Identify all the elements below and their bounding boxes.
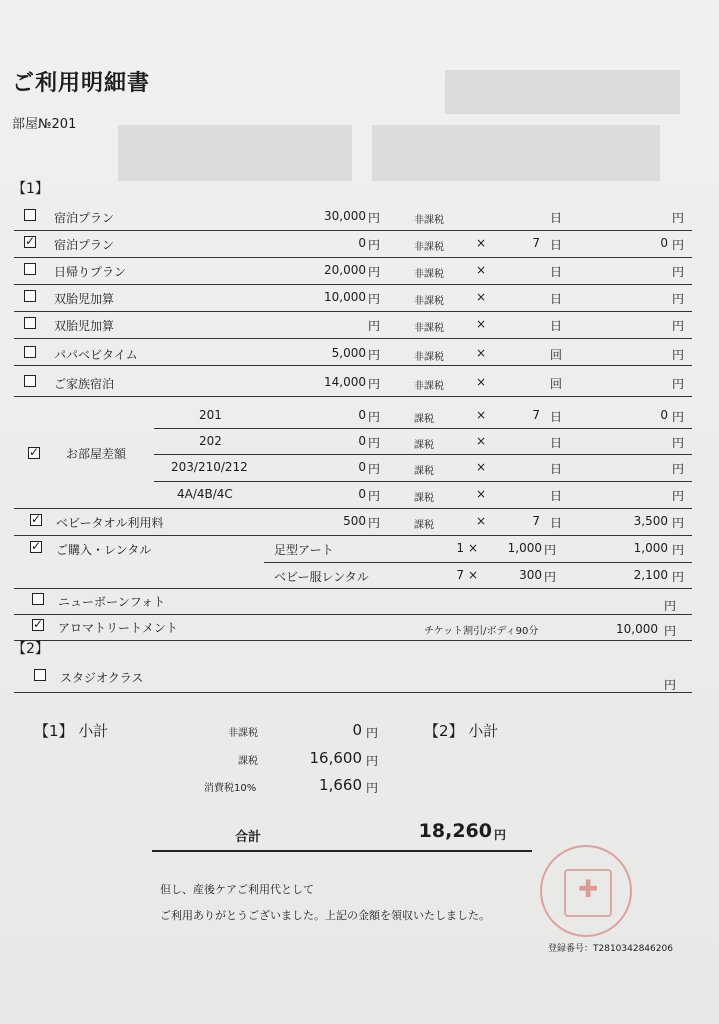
line-total: 0	[660, 236, 668, 250]
times-sign: ×	[476, 263, 487, 277]
tax-type: 課税	[414, 440, 434, 451]
yen-unit: 円	[368, 319, 381, 333]
consumption-tax-label: 消費税10%	[204, 783, 257, 794]
tax-type: 課税	[414, 414, 434, 425]
times-sign: ×	[476, 236, 487, 250]
yen-unit: 円	[672, 377, 685, 391]
line-item-row	[14, 204, 692, 231]
yen-unit: 円	[366, 754, 379, 768]
quantity: 1	[456, 541, 464, 555]
quantity: 7	[532, 408, 540, 422]
room-name: 201	[199, 408, 222, 422]
item-label: パパベビタイム	[54, 348, 138, 362]
day-unit: 日	[550, 410, 563, 424]
yen-unit: 円	[368, 516, 381, 530]
yen-unit: 円	[368, 377, 381, 391]
checkbox[interactable]	[32, 593, 44, 605]
day-unit: 日	[550, 238, 563, 252]
times-sign: ×	[476, 317, 487, 331]
line-item-row	[14, 664, 692, 693]
yen-unit: 円	[672, 462, 685, 476]
yen-unit: 円	[544, 543, 557, 557]
line-item-row	[14, 615, 692, 641]
total-underline	[152, 850, 532, 852]
tax-type: 非課税	[414, 215, 444, 226]
purchase-row	[14, 536, 692, 563]
yen-unit: 円	[544, 570, 557, 584]
room-name: 4A/4B/4C	[177, 487, 233, 501]
day-unit: 日	[550, 436, 563, 450]
unit-price: 0	[358, 236, 366, 250]
yen-unit: 円	[672, 238, 685, 252]
yen-unit: 円	[672, 265, 685, 279]
tax-type: 課税	[414, 520, 434, 531]
unit-price: 5,000	[331, 346, 366, 360]
day-unit: 日	[550, 292, 563, 306]
room-diff-row	[14, 482, 692, 509]
row-divider	[14, 396, 692, 397]
section-1-label: 【1】	[12, 181, 49, 197]
times-sign: ×	[476, 346, 487, 360]
yen-unit: 円	[672, 211, 685, 225]
item-label: ベビータオル利用料	[56, 516, 164, 530]
item-label: 日帰りプラン	[54, 265, 127, 279]
item-label: ご家族宿泊	[54, 377, 115, 391]
day-unit: 日	[550, 319, 563, 333]
checkbox[interactable]	[24, 346, 36, 358]
yen-unit: 円	[672, 319, 685, 333]
line-item-row	[14, 589, 692, 615]
room-diff-row	[14, 429, 692, 455]
checkbox-checked[interactable]: ✓	[29, 445, 40, 459]
redacted-block	[372, 125, 660, 181]
day-unit: 日	[550, 489, 563, 503]
yen-unit: 円	[672, 348, 685, 362]
yen-unit: 円	[366, 781, 379, 795]
section-2-label: 【2】	[12, 641, 49, 657]
redacted-block	[445, 70, 680, 114]
line-item-row	[14, 509, 692, 536]
room-name: 203/210/212	[171, 460, 248, 474]
grand-total-label: 合計	[235, 830, 262, 845]
line-item-row	[14, 339, 692, 366]
times-sign: ×	[476, 434, 487, 448]
cross-icon: ✚	[578, 875, 599, 903]
checkbox[interactable]	[24, 375, 36, 387]
item-label: ご購入・レンタル	[56, 543, 152, 557]
checkbox-checked[interactable]: ✓	[31, 539, 42, 553]
page-title: ご利用明細書	[12, 71, 151, 96]
times-sign: ×	[476, 375, 487, 389]
yen-unit: 円	[368, 238, 381, 252]
day-unit: 日	[550, 462, 563, 476]
checkbox[interactable]	[24, 263, 36, 275]
checkbox[interactable]	[24, 317, 36, 329]
checkbox-checked[interactable]: ✓	[33, 617, 44, 631]
times-sign: ×	[476, 487, 487, 501]
line-item-row	[14, 285, 692, 312]
times-sign: ×	[468, 568, 479, 582]
item-label: 双胎児加算	[54, 292, 115, 306]
line-total: 10,000	[616, 622, 658, 636]
room-diff-row	[14, 403, 692, 429]
subtotal-2-label: 【2】 小計	[424, 722, 499, 740]
item-label: 宿泊プラン	[54, 238, 115, 252]
room-diff-label: お部屋差額	[66, 447, 127, 461]
checkbox-checked[interactable]: ✓	[31, 512, 42, 526]
line-total: 3,500	[633, 514, 668, 528]
aroma-note: チケット割引/ボディ90分	[424, 626, 539, 637]
room-number: 部屋№201	[12, 117, 77, 132]
row-divider	[14, 365, 692, 366]
quantity: 7	[456, 568, 464, 582]
yen-unit: 円	[672, 410, 685, 424]
footer-line-2: ご利用ありがとうございました。上記の金額を領収いたしました。	[160, 909, 490, 922]
yen-unit: 円	[368, 211, 381, 225]
item-label: アロマトリートメント	[58, 621, 178, 635]
yen-unit: 円	[368, 348, 381, 362]
tax-type: 非課税	[414, 242, 444, 253]
count-unit: 回	[550, 348, 563, 362]
yen-unit: 円	[368, 410, 381, 424]
tax-free-label: 非課税	[228, 728, 258, 739]
room-diff-row	[14, 455, 692, 482]
grand-total-value: 18,260	[418, 820, 492, 842]
taxable-value: 16,600	[309, 749, 362, 767]
room-name: 202	[199, 434, 222, 448]
unit-price: 0	[358, 487, 366, 501]
yen-unit: 円	[664, 599, 677, 613]
unit-price: 0	[358, 408, 366, 422]
purchase-row	[14, 563, 692, 589]
times-sign: ×	[476, 460, 487, 474]
subtotal-1-label: 【1】 小計	[34, 722, 109, 740]
day-unit: 日	[550, 516, 563, 530]
tax-type: 非課税	[414, 381, 444, 392]
line-item-row	[14, 368, 692, 397]
quantity: 7	[532, 514, 540, 528]
redacted-block	[118, 125, 352, 181]
line-item-row	[14, 312, 692, 339]
checkbox-checked[interactable]: ✓	[25, 234, 36, 248]
unit-price: 0	[358, 434, 366, 448]
checkbox[interactable]	[24, 209, 36, 221]
times-sign: ×	[476, 290, 487, 304]
purchase-item-name: 足型アート	[274, 543, 334, 557]
yen-unit: 円	[368, 292, 381, 306]
yen-unit: 円	[672, 436, 685, 450]
line-item-row	[14, 231, 692, 258]
checkbox[interactable]	[24, 290, 36, 302]
yen-unit: 円	[672, 489, 685, 503]
tax-type: 課税	[414, 466, 434, 477]
footer-line-1: 但し、産後ケアご利用代として	[160, 883, 314, 896]
yen-unit: 円	[664, 624, 677, 638]
yen-unit: 円	[672, 516, 685, 530]
consumption-tax-value: 1,660	[319, 776, 362, 794]
quantity: 7	[532, 236, 540, 250]
yen-unit: 円	[368, 489, 381, 503]
tax-type: 非課税	[414, 296, 444, 307]
tax-type: 課税	[414, 493, 434, 504]
yen-unit: 円	[366, 726, 379, 740]
times-sign: ×	[476, 514, 487, 528]
day-unit: 日	[550, 211, 563, 225]
times-sign: ×	[476, 408, 487, 422]
registration-number: 登録番号：T2810342846206	[548, 944, 673, 954]
count-unit: 回	[550, 377, 563, 391]
yen-unit: 円	[368, 436, 381, 450]
unit-price: 300	[519, 568, 542, 582]
checkbox[interactable]	[34, 669, 46, 681]
day-unit: 日	[550, 265, 563, 279]
item-label: 双胎児加算	[54, 319, 115, 333]
line-total: 2,100	[633, 568, 668, 582]
yen-unit: 円	[368, 462, 381, 476]
tax-type: 非課税	[414, 269, 444, 280]
item-label: スタジオクラス	[60, 671, 144, 685]
unit-price: 30,000	[324, 209, 366, 223]
yen-unit: 円	[672, 570, 685, 584]
company-seal-stamp	[540, 845, 632, 937]
line-item-row	[14, 258, 692, 285]
row-divider	[14, 640, 692, 641]
yen-unit: 円	[664, 678, 677, 692]
item-label: ニューボーンフォト	[58, 595, 166, 609]
yen-unit: 円	[672, 292, 685, 306]
tax-type: 非課税	[414, 323, 444, 334]
item-label: 宿泊プラン	[54, 211, 115, 225]
unit-price: 1,000	[507, 541, 542, 555]
tax-free-value: 0	[352, 721, 362, 739]
times-sign: ×	[468, 541, 479, 555]
taxable-label: 課税	[238, 756, 258, 767]
purchase-item-name: ベビー服レンタル	[274, 570, 369, 584]
yen-unit: 円	[368, 265, 381, 279]
line-total: 0	[660, 408, 668, 422]
unit-price: 14,000	[324, 375, 366, 389]
row-divider	[14, 692, 692, 693]
yen-unit: 円	[494, 828, 507, 842]
yen-unit: 円	[672, 543, 685, 557]
unit-price: 0	[358, 460, 366, 474]
unit-price: 20,000	[324, 263, 366, 277]
tax-type: 非課税	[414, 352, 444, 363]
unit-price: 10,000	[324, 290, 366, 304]
unit-price: 500	[343, 514, 366, 528]
line-total: 1,000	[633, 541, 668, 555]
